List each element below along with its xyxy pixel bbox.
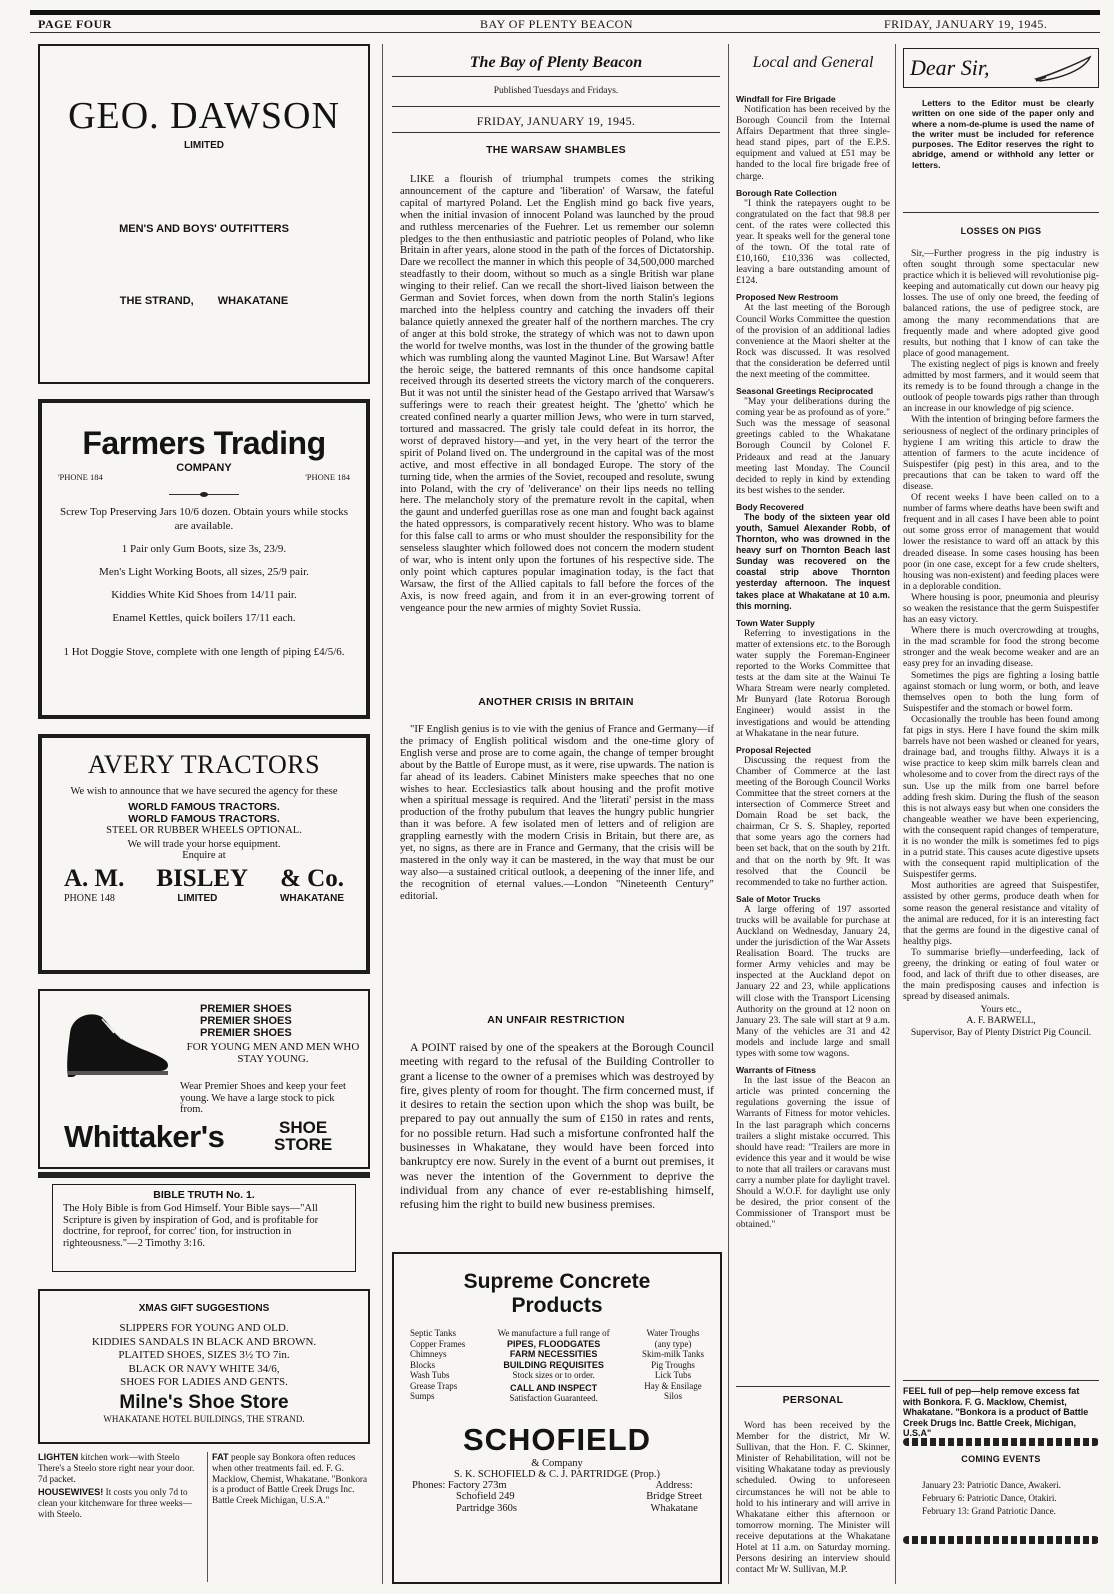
- ad-bonkora-fat: [212, 1452, 372, 1506]
- letter-paragraph: Sometimes the pigs are fighting a losing battle against stomach or lung worm, or both, and leave themselves open to both the lung form of Suispestifer and the stomach or bowel form.: [903, 669, 1099, 714]
- letter-paragraph: Most authorities are agreed that Suispestifer, assisted by other germs, produce death when for some reason the general resistance and vitality of the animal are reduced, for it is an interesting fact that the germs are found in the digestive canal of healthy pigs.: [903, 880, 1099, 947]
- personal-rule: [736, 1386, 890, 1387]
- paper-name: BAY OF PLENTY BEACON: [480, 17, 634, 31]
- schofield-addr-2: Whakatane: [650, 1502, 698, 1514]
- events-list: [908, 1480, 1096, 1517]
- whittaker-store: STORE: [274, 1135, 333, 1154]
- top-rule: [30, 10, 1100, 15]
- whittaker-shoe: SHOE: [279, 1118, 328, 1137]
- schofield-phone-2: Schofield 249: [456, 1491, 515, 1502]
- steelo-text-2: It costs you only 7d to clean your kitchenware for three weeks—with Steelo.: [38, 1487, 192, 1519]
- schofield-mid-5: Stock sizes or to order.: [512, 1370, 595, 1380]
- schofield-right-item: Water Troughs: [646, 1328, 700, 1338]
- schofield-mid-6: CALL AND INSPECT: [510, 1382, 598, 1393]
- local-item-head: Proposed New Restroom: [736, 292, 839, 303]
- whittaker-for: FOR YOUNG MEN AND MEN WHO STAY YOUNG.: [186, 1041, 360, 1065]
- letter-paragraph: Of recent weeks I have been called on to a number of farms where deaths have been swift and frequent and in all cases I have been able to point out some gross error of management that would lower the resistance to ward off an attack by this dreaded disease. In some cases housing has been poor (in one case, except for a few crude shelters, housing was non-existent) and feeding places were in a deplorable condition.: [903, 492, 1099, 592]
- schofield-left-item: Sumps: [410, 1391, 435, 1401]
- letter-paragraph: With the intention of bringing before farmers the seriousness of neglect of the ordinary principles of hygiene I am writing this article to draw the attention of farmers to the acute incidence of Suispestifer (pig pest) in this area, and to the precautions that can be taken to ward off the disease.: [903, 414, 1099, 492]
- farmers-company: COMPANY: [176, 462, 232, 474]
- letters-rule: [903, 212, 1099, 213]
- published-rule: [392, 106, 720, 107]
- avery-firm-c: & Co.: [280, 865, 344, 892]
- editorial-heading-3: AN UNFAIR RESTRICTION: [487, 1014, 625, 1026]
- avery-line6: Enquire at: [182, 850, 226, 861]
- avery-town: WHAKATANE: [279, 893, 344, 904]
- event-item: February 6: Patriotic Dance, Otakiri.: [922, 1493, 1057, 1503]
- farmers-item: 1 Pair only Gum Boots, size 3s, 23/9.: [121, 543, 287, 555]
- personal-heading: PERSONAL: [782, 1394, 844, 1406]
- avery-line1: We wish to announce that we have secured the agency for these: [70, 786, 338, 797]
- whittaker-name: Whittaker's: [64, 1119, 225, 1154]
- dawson-tagline: MEN'S AND BOYS' OUTFITTERS: [119, 223, 289, 235]
- premier-line: PREMIER SHOES: [200, 1003, 292, 1015]
- letter-paragraph: Occasionally the trouble has been found among fat pigs in stys. Here I have found the skim milk barrels have not been washed or cleaned for years, drainage bad, and troughs filthy. Always it is a wise practice to keep skim milk barrels clean and wholesome and to cover from the direct rays of the sun. Use up the milk from one barrel before adding fresh skim. During the flush of the season this is not always easy but when one considers the changeable weather we have been experiencing, with the consequent rapid changes of temperature, it is no wonder the milk is sometimes fed to pigs in a putrid state. This causes acute digestive upsets with the consequent rapid multiplication of the Suispestifer germs.: [903, 713, 1099, 881]
- local-item-text: At the last meeting of the Borough Council Works Committee the question of the provision of an additional ladies convenience at the Maori shelter at the Rock was discussed. It was resolved that the consideration be deferred until the next meeting of the committee.: [736, 302, 890, 380]
- letter-paragraph: The existing neglect of pigs is known and freely admitted by most farmers, and it would seem that its remedy is to be found through a change in the outlook of people towards pigs rather than through an increase in our knowledge of pig science.: [903, 358, 1099, 415]
- events-heading: COMING EVENTS: [961, 1454, 1041, 1464]
- editorial-body-1: LIKE a flourish of triumphal trumpets comes the striking announcement of the capture and 'liberation' of Warsaw, the fateful capital of martyred Poland. Let the English mind go back five years, when the initial invasion of innocent Poland was launched by the proud and ruthless mercenaries of the Fuehrer. Let us remember our solemn pledges to the then enthusiastic and patriotic peoples of Poland, who like Britain in after years, alone stood in the path of the forces of Dictatorship. Dare we recollect the manner in which this people of 34,500,000 marched steadfastly to their doom, without so much as a single British war plane winging to their relief. Can we recall the short-lived liaison between the German and Soviet forces, when down from the north Stalin's legions marched into the helpless country and catching the invaders off their balance quietly annexed the greater half of the northern marches. The cry of anger at this bold stroke, the strategy of which was not to dawn upon the world for twelve months, was lost in the thunder of the growing battle which was rumbling along the vaunted Maginot Line. But Warsaw! After the heroic seige, the battered remnants of this once handsome capital received through its deserted streets the victory march of the conquerers. But it was not until the sinister head of the Gestapo arrived that Warsaw's sufferings were to reach their greatest height. The 'ghetto' which he created confined nearly a quarter million Jews, who were in turn starved, tortured and massacred. The grisly tale could defeat in its horror, the worst of depraved history—and yet, in the very heart of the terror the spirit of Poland lived on. The underground in the capital was of the most active, and most effective in all bondaged Europe. The story of the turning tide, when the armies of the Soviet, recouped and resolute, swung into Poland, with the cry of 'deliverance' on their lips needs no telling here. The melancholy story of the premature revolt in the capital, when the gaunt and underfed guerillas rose as one man and fought back against the hated oppressors, is comparatively recent history. Who was to blame for this false call to arms or who must shoulder the responsibility for the senseless slaughter which followed does not concern the modern student of war, who is intent only upon the fortunes of his respective side. The only point which captures popular imagination today, is the fact that Warsaw, the first of the Allied capitals to fall before the forces of the Axis, is now freed again, and from it in an ever-growing torrent of vengeance pour the new armies of mighty Soviet Russia.: [400, 174, 714, 614]
- quill-pen-icon: [1034, 55, 1094, 83]
- local-items: [736, 88, 890, 1230]
- milne-title: XMAS GIFT SUGGESTIONS: [138, 1303, 270, 1314]
- avery-limited: LIMITED: [177, 893, 218, 904]
- bonkora2-lead: FEEL: [903, 1386, 927, 1396]
- schofield-name: SCHOFIELD: [462, 1421, 652, 1457]
- local-item-head: Proposal Rejected: [736, 744, 811, 755]
- schofield-right-item: Hay & Ensilage: [644, 1380, 702, 1391]
- avery-firm-b: BISLEY: [156, 865, 249, 892]
- schofield-right-item: Pig Troughs: [651, 1359, 695, 1370]
- ad-whittaker: [38, 989, 370, 1169]
- bible-text: The Holy Bible is from God Himself. Your Bible says—"All Scripture is given by inspiration of God, and is profitable for doctrine, for reproof, for correc' tion, for instruction in righteousness."—2 Timothy 3:16.: [63, 1203, 319, 1249]
- ad-schofield: [392, 1252, 722, 1584]
- steelo-text-1: kitchen work—with Steelo There's a Steelo store right near your door. 7d packet.: [38, 1452, 195, 1484]
- farmers-item: 1 Hot Doggie Stove, complete with one length of piping £4/5/6.: [63, 646, 345, 658]
- editorial-heading-2: ANOTHER CRISIS IN BRITAIN: [478, 696, 634, 708]
- local-title: Local and General: [752, 54, 874, 71]
- ad-bonkora-feel: [903, 1386, 1099, 1439]
- schofield-props: S. K. SCHOFIELD & C. J. PARTRIDGE (Prop.): [453, 1468, 661, 1480]
- local-item-head: Borough Rate Collection: [736, 187, 837, 198]
- column-rule-1: [382, 44, 383, 1584]
- dawson-limited: LIMITED: [184, 140, 224, 151]
- event-item: January 23: Patriotic Dance, Awakeri.: [922, 1480, 1061, 1490]
- schofield-left-item: Copper Frames: [410, 1338, 466, 1349]
- letter-signature: A. F. BARWELL,: [966, 1015, 1036, 1027]
- premier-line: PREMIER SHOES: [200, 1015, 292, 1027]
- schofield-mid-3: FARM NECESSITIES: [509, 1349, 598, 1359]
- ad-steelo: [38, 1452, 204, 1520]
- farmers-name: Farmers Trading: [82, 425, 326, 461]
- steelo-rule: [207, 1452, 208, 1582]
- local-item-head: Warrants of Fitness: [736, 1065, 816, 1076]
- local-item-text: Discussing the request from the Chamber of Commerce at the last meeting of the Borough Council Works Committee that the street corners at the intersection of Commerce Street and Domain Road be set back, the chairman, Cr S. S. Shapley, reported that some years ago the corners had been set back, that on the south by 21ft. and that on the north by 9ft. It was resolved that the Council be recommended to take no further action.: [736, 754, 890, 888]
- premier-line: PREMIER SHOES: [200, 1027, 292, 1039]
- letter-paragraph: Where there is much overcrowding at troughs, in the mad scramble for food the strong become stronger and the weak become weaker and are an easy prey for an invading disease.: [903, 625, 1099, 670]
- avery-name: AVERY TRACTORS: [87, 750, 321, 779]
- schofield-mid-7: Satisfaction Guaranteed.: [509, 1393, 598, 1403]
- local-item-text: "I think the ratepayers ought to be congratulated on the fact that 98.8 per cent. of the rates were collected this year. It speaks well for the general tone of the town. Of the total rate of £10,160, £10,336 was collected, leaving a bare outstanding amount of £124.: [736, 197, 890, 287]
- personal-text: Word has been received by the Member for the district, Mr W. Sullivan, that the Hon. F. C. Skinner, Minister of Rehabilitation, will not be visiting Whakatane today as previously scheduled. Owing to unforeseen circumstances he will not be able to hold to his intinerary and will arrive in Whakatane either this afternoon or tomorrow morning. The Minister will receive deputations at the Whakatane Hotel at 11 a.m. on Saturday morning. Persons desiring an interview should contact Mr W. Sullivan, M.P.: [736, 1420, 890, 1576]
- dawson-name: GEO. DAWSON: [68, 95, 340, 137]
- local-item-head: Body Recovered: [736, 501, 804, 512]
- column-rule-3: [895, 44, 896, 1584]
- ad-milne-shoe-store: [38, 1289, 370, 1444]
- letter-paragraph: To summarise briefly—underfeeding, lack of greeny, the drinking or eating of foul water or food, and lack of thrift due to other diseases, are the main predisposing causes and infection is spread by diseased animals.: [903, 946, 1099, 1003]
- schofield-phone-1: Phones: Factory 273m: [412, 1479, 507, 1491]
- page-number: PAGE FOUR: [38, 17, 112, 31]
- schofield-phone-3: Partridge 360s: [456, 1502, 517, 1514]
- steelo-lead-1: LIGHTEN: [38, 1452, 79, 1462]
- letter-paragraph: Where housing is poor, pneumonia and pleurisy so weaken the resistance that the germ Suispestifer has an easy victory.: [903, 591, 1099, 626]
- letters-body: [903, 248, 1099, 1038]
- milne-address: WHAKATANE HOTEL BUILDINGS, THE STRAND.: [103, 1413, 305, 1424]
- bible-title: BIBLE TRUTH No. 1.: [153, 1189, 255, 1201]
- schofield-mid-2: PIPES, FLOODGATES: [506, 1338, 601, 1349]
- schofield-mid-1: We manufacture a full range of: [497, 1328, 610, 1338]
- bonkora2-text: full of pep—help remove excess fat with Bonkora. F. G. Macklow, Chemist, Whakatane. "Bonkora is a product of Battle Creek Drugs Inc. Battle Creek, Michigan, U.S.A": [903, 1386, 1089, 1438]
- letters-notice: Letters to the Editor must be clearly written on one side of the paper only and where a nom-de-plume is used the name of the writer must be included for reference purposes. The Editor reserves the right to abridge, amend or withhold any letter or letters.: [912, 98, 1094, 170]
- schofield-title-2: Products: [511, 1294, 603, 1317]
- event-item: February 13: Grand Patriotic Dance.: [922, 1506, 1056, 1516]
- letter-paragraph: Sir,—Further progress in the pig industry is often sought through some spectacular new practice which it is believed will revolutionise pig-keeping and automatically cut down our heavy pig losses. The use of only one breed, the feeding of balanced rations, the use of pedigree stock, are among the many recommendations that are frequently made and where adopted give good results, but nothing that I know of can take the place of good management.: [903, 248, 1099, 359]
- local-item-head: Seasonal Greetings Reciprocated: [736, 386, 874, 397]
- bonkora1-text: people say Bonkora often reduces when other treatments fail. ed. F. G. Macklow, Chemist, Whakatane. "Bonkora is a product of Battle Creek Drugs Inc. Battle Creek Michigan, U.S.A.": [212, 1452, 368, 1506]
- schofield-right-item: Lick Tubs: [654, 1370, 692, 1380]
- farmers-phone-right: 'PHONE 184: [305, 472, 350, 482]
- farmers-phone-left: 'PHONE 184: [58, 472, 103, 482]
- farmers-item: Kiddies White Kid Shoes from 14/11 pair.: [111, 589, 297, 601]
- editorial-date: FRIDAY, JANUARY 19, 1945.: [476, 114, 636, 128]
- editorial-heading-1: THE WARSAW SHAMBLES: [486, 144, 626, 156]
- letters-heading: LOSSES ON PIGS: [960, 226, 1042, 236]
- farmers-item: Enamel Kettles, quick boilers 17/11 each.: [112, 612, 296, 624]
- schofield-addr-1: Bridge Street: [646, 1491, 702, 1502]
- letter-yours: Yours etc.,: [980, 1004, 1022, 1016]
- header-rule: [30, 32, 1100, 33]
- local-item-text: Referring to investigations in the matter of extensions etc. to the Borough water supply the Foreman-Engineer reported to the Works Committee that tests at the dam site at the Wainui Te Whara Stream were nearly completed. Mr Bunyard (late Rotorua Borough Engineer) would assist in the investigations and would be attending at Whakatane in the near future.: [736, 627, 890, 739]
- editorial-body-3: A POINT raised by one of the speakers at the Borough Council meeting with regard to the refusal of the Building Controller to grant a license to the owner of a premises which was destroyed by fire, gives plenty of room for thought. The firm concerned must, if it desires to retain the section upon which the shop was built, be prepared to pay out annually the sum of £150 in rates and rents, for no possible return. Had such a misfortune confronted half the businesses in Whakatane, they would have been forced into bankruptcy ere now. Surely in the event of a burnt out premises, it was never the intention of the Government to deprive the individual from any chance of ever re-establishing himself, refusing him the right to build new business premises.: [400, 1040, 714, 1212]
- schofield-right-item: Skim-milk Tanks: [642, 1349, 704, 1359]
- masthead: The Bay of Plenty Beacon: [469, 54, 643, 71]
- milne-name: Milne's Shoe Store: [119, 1391, 289, 1413]
- shoe-illustration-icon: [62, 1005, 172, 1085]
- whittaker-wear: Wear Premier Shoes and keep your feet young. We have a large stock to pick from.: [180, 1081, 346, 1115]
- bonkora1-lead: FAT: [212, 1452, 229, 1462]
- local-item-text: Notification has been received by the Borough Council from the Internal Affairs Department that three single-head stand pipes, part of the E.P.S. equipment and valued at £51 may be handed to the local fire brigade free of charge.: [736, 104, 890, 182]
- milne-line: KIDDIES SANDALS IN BLACK AND BROWN.: [91, 1335, 317, 1348]
- editorial-body-2: "IF English genius is to vie with the genius of France and Germany—if the primacy of English political wisdom and the one-time glory of English verse and prose are to come again, the change of temper brought about by the Battle of Europe must, as it were, rise upwards. The nation is far ahead of its leaders. Cabinet Ministers make speeches that no one wishes to hear. Ecclesiastics talk about housing and the profit motive when a spiritual message is required. And the 'literati' persist in the mass production of the frothy pubulum that leaves the hungry public hungrier than it was before. A few isolated men of letters and of religion are grappling earnestly with the modern Crisis in Britain, but there are, as yet, no signs, as there are in France and Germany, that the crisis will be mastered in the only way it can be mastered, in the way that must be our way also—a sustained critical outlook, a deepening of the inner life, and the recognition of eternal values.—London "Nineteenth Century" editorial.: [400, 724, 714, 902]
- ad-farmers-trading: [38, 399, 370, 719]
- letters-logo-text: Dear Sir,: [910, 55, 990, 80]
- schofield-right-item: (any type): [654, 1338, 692, 1349]
- avery-line4: STEEL OR RUBBER WHEELS OPTIONAL.: [106, 825, 302, 836]
- local-item-text: The body of the sixteen year old youth, Samuel Alexander Robb, of Thornton, who was drowned in the heavy surf on Thornton Beach last Sunday was recovered on the coastal strip above Thornton yesterday afternoon. The inquest takes place at Whakatane at 10 a.m. this morning.: [736, 511, 890, 611]
- schofield-left-item: Grease Traps: [410, 1380, 458, 1391]
- events-top-border: [903, 1438, 1099, 1446]
- avery-phone: PHONE 148: [64, 893, 115, 904]
- schofield-mid-4: BUILDING REQUISITES: [503, 1359, 604, 1370]
- farmers-item: Men's Light Working Boots, all sizes, 25/9 pair.: [99, 566, 309, 578]
- avery-firm-a: A. M.: [64, 865, 125, 892]
- dawson-street: THE STRAND,: [119, 295, 194, 307]
- dawson-town: WHAKATANE: [217, 295, 289, 307]
- local-item-text: A large offering of 197 assorted trucks will be available for purchase at Auckland on Wednesday, January 24, under the jurisdiction of the War Assets Realisation Board. The trucks are former Army vehicles and may be inspected at the Auckland depot on January 22 and 23, while applications will close with the Transport Licensing Authority on the ground at 12 noon on January 23. The sale will start at 9 a.m. Many of the vehicles are 31 and 42 models and include large and small types with some tow wagons.: [736, 903, 890, 1060]
- schofield-left-item: Blocks: [410, 1359, 436, 1370]
- schofield-right-item: Silos: [664, 1391, 683, 1401]
- milne-line: SHOES FOR LADIES AND GENTS.: [120, 1376, 288, 1388]
- schofield-left-item: Septic Tanks: [410, 1328, 456, 1338]
- local-item-head: Sale of Motor Trucks: [736, 893, 821, 904]
- ad-avery-tractors: [38, 734, 370, 974]
- ad-bible-truth: [52, 1184, 356, 1272]
- bonkora2-rule: [903, 1380, 1099, 1381]
- avery-line3: WORLD FAMOUS TRACTORS.: [128, 813, 280, 825]
- milne-line: PLAITED SHOES, SIZES 3½ TO 7in.: [118, 1349, 290, 1361]
- whittaker-bottom-rule: [38, 1172, 370, 1178]
- date-rule: [392, 132, 720, 133]
- published-line: Published Tuesdays and Fridays.: [493, 86, 619, 96]
- local-item-head: Windfall for Fire Brigade: [736, 94, 836, 104]
- schofield-title-1: Supreme Concrete: [463, 1270, 651, 1293]
- avery-line2: WORLD FAMOUS TRACTORS.: [128, 801, 280, 813]
- local-item-head: Town Water Supply: [736, 617, 815, 628]
- farmers-item: Screw Top Preserving Jars 10/6 dozen. Obtain yours while stocks are available.: [59, 506, 349, 532]
- steelo-lead-2: HOUSEWIVES!: [38, 1487, 104, 1498]
- schofield-left-item: Chimneys: [410, 1349, 447, 1359]
- milne-line: SLIPPERS FOR YOUNG AND OLD.: [119, 1322, 289, 1334]
- schofield-company: & Company: [531, 1457, 583, 1469]
- events-bottom-border: [903, 1536, 1099, 1544]
- schofield-left-item: Wash Tubs: [410, 1370, 450, 1380]
- ad-dawson: [38, 44, 370, 384]
- letter-signature-title: Supervisor, Bay of Plenty District Pig Council.: [910, 1026, 1092, 1038]
- schofield-addr-label: Address:: [655, 1479, 693, 1491]
- masthead-rule: [392, 76, 720, 77]
- header-date: FRIDAY, JANUARY 19, 1945.: [884, 17, 1048, 31]
- local-item-text: In the last issue of the Beacon an article was printed concerning the regulations governing the issue of Warrants of Fitness for motor vehicles. In the last paragraph which concerns trailers a slight mistake occurred. This should have read: "Trailers are more in evidence this year and it would be wise to note that all trailers or caravans must carry a number plate for daylight travel. Should a W.O.F. for daylight use only be desired, the prior consent of the Commissioner of Transport must be obtained.": [736, 1075, 890, 1231]
- column-rule-2: [728, 44, 729, 1584]
- farmers-divider: [169, 494, 239, 495]
- letters-logo: [903, 48, 1099, 88]
- avery-line5: We will trade your horse equipment.: [127, 839, 281, 850]
- milne-line: BLACK OR NAVY WHITE 34/6,: [128, 1362, 280, 1375]
- local-item-text: "May your deliberations during the coming year be as profound as of yore." Such was the message of seasonal greetings cabled to the Whakatane Borough Council by Colonel F. Prideaux and read at the January meeting last Monday. The Council decided to reply in kind by extending its best wishes to the sender.: [736, 396, 890, 496]
